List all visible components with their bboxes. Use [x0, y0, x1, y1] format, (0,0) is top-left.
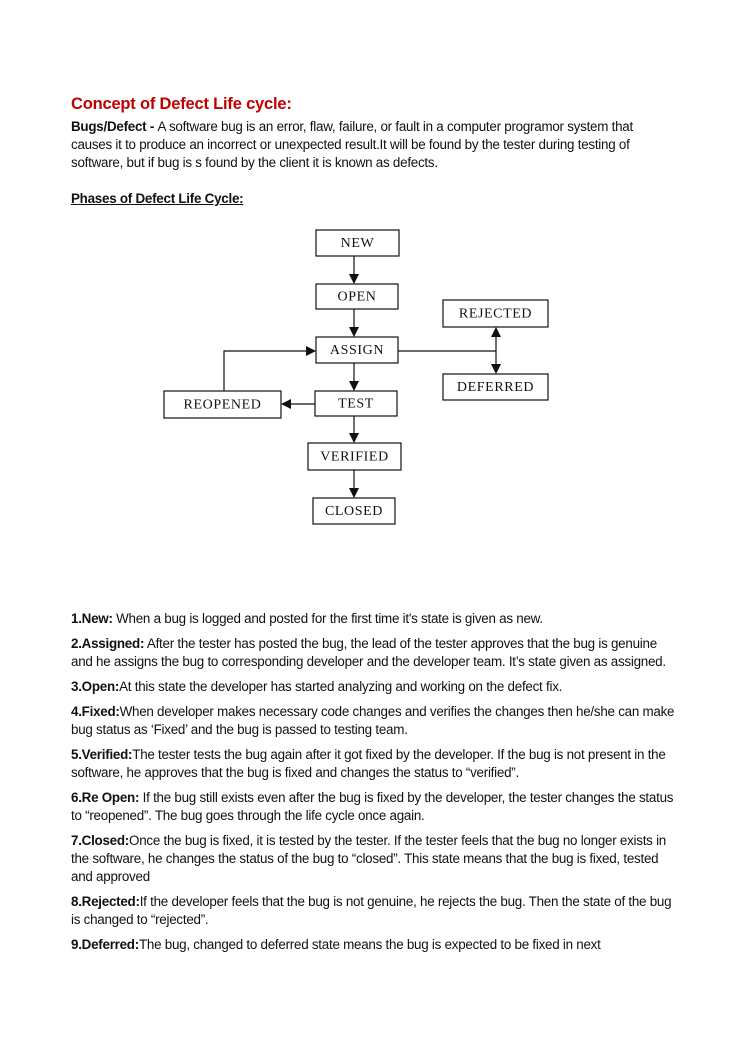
phase-item-text: Once the bug is fixed, it is tested by the tester. If the tester feels that the bug no longer exists in the software, he changes the status of the bug to “closed”. This state means that the bug is fixed, tested and approved: [71, 833, 667, 884]
phase-item-label: 2.Assigned:: [71, 636, 145, 651]
phases-heading: Phases of Defect Life Cycle:: [71, 191, 244, 206]
phase-item-closed: [71, 832, 676, 886]
phase-descriptions: [71, 610, 676, 961]
phase-item-label: 9.Deferred:: [71, 937, 139, 952]
state-label-new: NEW: [340, 236, 375, 251]
phase-item-text: If the bug still exists even after the bug is fixed by the developer, the tester changes the status to “reopened”. The bug goes through the life cycle once again.: [71, 790, 674, 823]
arrow-reopened-assign: [224, 351, 315, 391]
phase-item-open: [71, 678, 676, 696]
phase-item-label: 8.Rejected:: [71, 894, 140, 909]
phase-item-verified: [71, 746, 676, 782]
intro-text: A software bug is an error, flaw, failure, or fault in a computer programor system that causes it to produce an incorrect or unexpected result.It will be found by the tester during testing of software, but if bug is s found by the client it is known as defects.: [71, 119, 633, 170]
state-label-reopened: REOPENED: [183, 397, 262, 413]
state-label-deferred: DEFERRED: [456, 380, 535, 395]
page-title: Concept of Defect Life cycle:: [71, 95, 292, 113]
phase-item-text: At this state the developer has started analyzing and working on the defect fix.: [119, 679, 563, 694]
state-label-open: OPEN: [337, 289, 377, 305]
intro-label: Bugs/Defect -: [71, 119, 158, 134]
phase-item-text: If the developer feels that the bug is not genuine, he rejects the bug. Then the state of the bug is changed to “rejected”.: [71, 894, 672, 927]
state-label-rejected: REJECTED: [458, 306, 533, 322]
state-label-assign: ASSIGN: [329, 343, 385, 358]
phase-item-label: 3.Open:: [71, 679, 120, 694]
state-label-closed: CLOSED: [324, 504, 384, 519]
phase-item-text: When developer makes necessary code changes and verifies the changes then he/she can make bug status as ‘Fixed’ and the bug is passed to testing team.: [71, 704, 675, 737]
phase-item-label: 7.Closed:: [71, 833, 130, 848]
phase-item-label: 6.Re Open:: [71, 790, 140, 805]
state-label-test: TEST: [338, 396, 374, 412]
phase-item-text: The tester tests the bug again after it got fixed by the developer. If the bug is not present in the software, he approves that the bug is fixed and changes the status to “verified”.: [71, 747, 666, 780]
phase-item-new: [71, 610, 676, 628]
phase-item-fixed: [71, 703, 676, 739]
phase-item-deferred: [71, 936, 676, 954]
phase-item-label: 1.New:: [71, 611, 113, 626]
phase-item-text: When a bug is logged and posted for the first time it's state is given as new.: [112, 611, 543, 626]
phase-item-reopen: [71, 789, 676, 825]
phase-item-text: The bug, changed to deferred state means the bug is expected to be fixed in next: [138, 937, 601, 952]
state-label-verified: VERIFIED: [320, 449, 389, 465]
phase-item-text: After the tester has posted the bug, the lead of the tester approves that the bug is genuine and he assigns the bug to corresponding developer and the developer team. It’s state given as assigned.: [71, 636, 666, 669]
phase-item-assigned: [71, 635, 676, 671]
phase-item-label: 5.Verified:: [71, 747, 133, 762]
phase-item-rejected: [71, 893, 676, 929]
phase-item-label: 4.Fixed:: [71, 704, 120, 719]
